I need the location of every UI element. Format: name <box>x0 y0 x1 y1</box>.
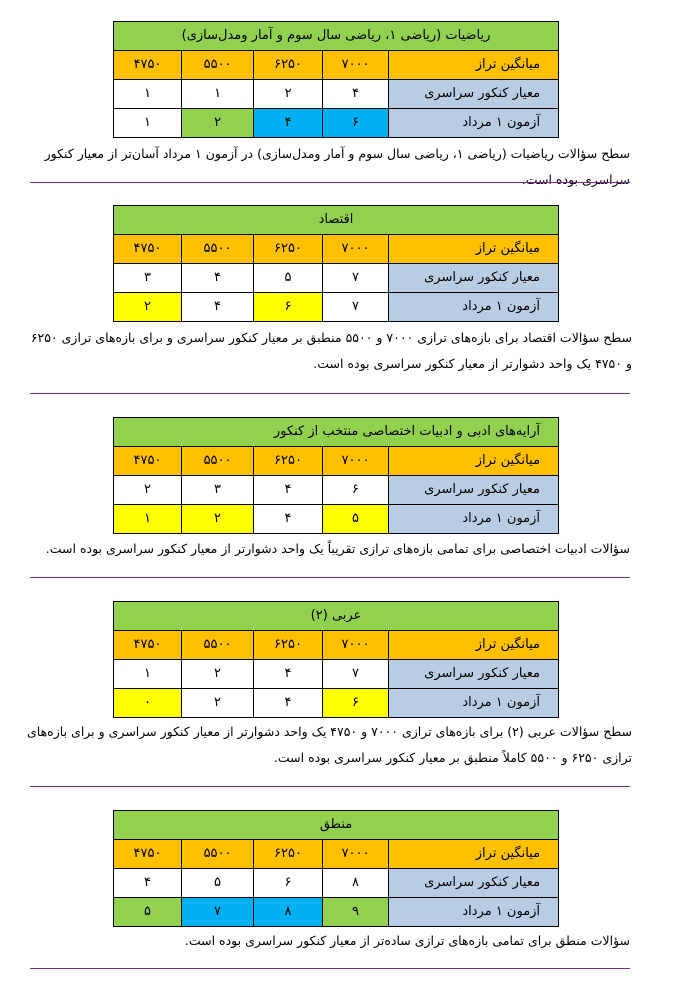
level-cell: ۶۲۵۰ <box>254 235 323 264</box>
value-cell: ۴ <box>254 109 323 138</box>
value-cell: ۶ <box>254 869 323 898</box>
value-cell: ۲ <box>182 660 254 689</box>
value-cell: ۱ <box>114 660 182 689</box>
note-math: سطح سؤالات ریاضیات (ریاضی ۱، ریاضی سال سوم و آمار ومدل‌سازی) در آزمون ۱ مرداد آسان‌تر از معیار کنکور سراسری بوده است. <box>44 146 630 187</box>
table-math <box>113 21 559 138</box>
value-cell: ۳ <box>114 264 182 293</box>
value-cell: ۱ <box>114 80 182 109</box>
value-cell: ۶ <box>254 293 323 322</box>
row-label-konkur: معیار کنکور سراسری <box>389 476 559 505</box>
value-cell: ۳ <box>182 476 254 505</box>
value-cell: ۱ <box>182 80 254 109</box>
row-label-azmoon: آزمون ۱ مرداد <box>389 898 559 927</box>
table-literature <box>113 417 559 534</box>
divider <box>30 182 630 183</box>
row-label-konkur: معیار کنکور سراسری <box>389 80 559 109</box>
row-label-azmoon: آزمون ۱ مرداد <box>389 689 559 718</box>
level-cell: ۵۵۰۰ <box>182 51 254 80</box>
value-cell: ۹ <box>323 898 389 927</box>
divider <box>30 393 630 394</box>
level-cell: ۴۷۵۰ <box>114 447 182 476</box>
value-cell: ۷ <box>323 264 389 293</box>
level-cell: ۴۷۵۰ <box>114 235 182 264</box>
header-label: میانگین تراز <box>389 840 559 869</box>
value-cell: ۱ <box>114 109 182 138</box>
value-cell: ۷ <box>182 898 254 927</box>
table-logic <box>113 810 559 927</box>
divider <box>30 786 630 787</box>
value-cell: ۱ <box>114 505 182 534</box>
value-cell: ۶ <box>323 689 389 718</box>
divider <box>30 577 630 578</box>
level-cell: ۵۵۰۰ <box>182 447 254 476</box>
row-label-konkur: معیار کنکور سراسری <box>389 264 559 293</box>
table-title: عربی (۲) <box>114 602 559 631</box>
note-logic: سؤالات منطق برای تمامی بازه‌های ترازی ساده‌تر از معیار کنکور سراسری بوده است. <box>184 933 630 948</box>
note-economics-line2: و ۴۷۵۰ یک واحد دشوارتر از معیار کنکور سراسری بوده است. <box>313 356 632 371</box>
value-cell: ۸ <box>323 869 389 898</box>
header-label: میانگین تراز <box>389 235 559 264</box>
level-cell: ۶۲۵۰ <box>254 631 323 660</box>
row-label-konkur: معیار کنکور سراسری <box>389 660 559 689</box>
table-title: منطق <box>114 811 559 840</box>
table-title: آرایه‌های ادبی و ادبیات اختصاصی منتخب از کنکور <box>114 418 559 447</box>
value-cell: ۷ <box>323 660 389 689</box>
header-label: میانگین تراز <box>389 447 559 476</box>
level-cell: ۶۲۵۰ <box>254 447 323 476</box>
value-cell: ۸ <box>254 898 323 927</box>
value-cell: ۶ <box>323 109 389 138</box>
value-cell: ۵ <box>323 505 389 534</box>
level-cell: ۷۰۰۰ <box>323 235 389 264</box>
value-cell: ۴ <box>254 476 323 505</box>
value-cell: ۰ <box>114 689 182 718</box>
header-label: میانگین تراز <box>389 631 559 660</box>
level-cell: ۷۰۰۰ <box>323 631 389 660</box>
table-arabic <box>113 601 559 718</box>
value-cell: ۴ <box>323 80 389 109</box>
value-cell: ۷ <box>323 293 389 322</box>
level-cell: ۶۲۵۰ <box>254 840 323 869</box>
value-cell: ۲ <box>114 476 182 505</box>
table-economics <box>113 205 559 322</box>
divider <box>30 968 630 969</box>
level-cell: ۴۷۵۰ <box>114 840 182 869</box>
value-cell: ۴ <box>114 869 182 898</box>
value-cell: ۴ <box>254 689 323 718</box>
value-cell: ۲ <box>182 109 254 138</box>
level-cell: ۵۵۰۰ <box>182 235 254 264</box>
value-cell: ۵ <box>114 898 182 927</box>
table-title: اقتصاد <box>114 206 559 235</box>
value-cell: ۲ <box>182 689 254 718</box>
note-arabic-line2: ترازی ۶۲۵۰ و ۵۵۰۰ کاملاً منطبق بر معیار کنکور سراسری بوده است. <box>273 750 632 765</box>
level-cell: ۷۰۰۰ <box>323 840 389 869</box>
value-cell: ۴ <box>182 293 254 322</box>
value-cell: ۲ <box>254 80 323 109</box>
row-label-konkur: معیار کنکور سراسری <box>389 869 559 898</box>
level-cell: ۵۵۰۰ <box>182 631 254 660</box>
note-arabic-line1: سطح سؤالات عربی (۲) برای بازه‌های ترازی ۷۰۰۰ و ۴۷۵۰ یک واحد دشوارتر از معیار کنکور سراسری و برای بازه‌های <box>27 724 632 739</box>
value-cell: ۴ <box>182 264 254 293</box>
value-cell: ۲ <box>114 293 182 322</box>
value-cell: ۴ <box>254 505 323 534</box>
table-title: ریاضیات (ریاضی ۱، ریاضی سال سوم و آمار ومدل‌سازی) <box>114 22 559 51</box>
level-cell: ۵۵۰۰ <box>182 840 254 869</box>
level-cell: ۷۰۰۰ <box>323 51 389 80</box>
level-cell: ۴۷۵۰ <box>114 631 182 660</box>
level-cell: ۴۷۵۰ <box>114 51 182 80</box>
note-literature: سؤالات ادبیات اختصاصی برای تمامی بازه‌های ترازی تقریباً یک واحد دشوارتر از معیار کنکور سراسری بوده است. <box>45 541 630 556</box>
level-cell: ۶۲۵۰ <box>254 51 323 80</box>
value-cell: ۵ <box>254 264 323 293</box>
row-label-azmoon: آزمون ۱ مرداد <box>389 505 559 534</box>
value-cell: ۲ <box>182 505 254 534</box>
header-label: میانگین تراز <box>389 51 559 80</box>
value-cell: ۵ <box>182 869 254 898</box>
row-label-azmoon: آزمون ۱ مرداد <box>389 109 559 138</box>
value-cell: ۴ <box>254 660 323 689</box>
level-cell: ۷۰۰۰ <box>323 447 389 476</box>
row-label-azmoon: آزمون ۱ مرداد <box>389 293 559 322</box>
note-economics-line1: سطح سؤالات اقتصاد برای بازه‌های ترازی ۷۰۰۰ و ۵۵۰۰ منطبق بر معیار کنکور سراسری و برای بازه‌های ترازی ۶۲۵۰ <box>30 330 632 345</box>
value-cell: ۶ <box>323 476 389 505</box>
